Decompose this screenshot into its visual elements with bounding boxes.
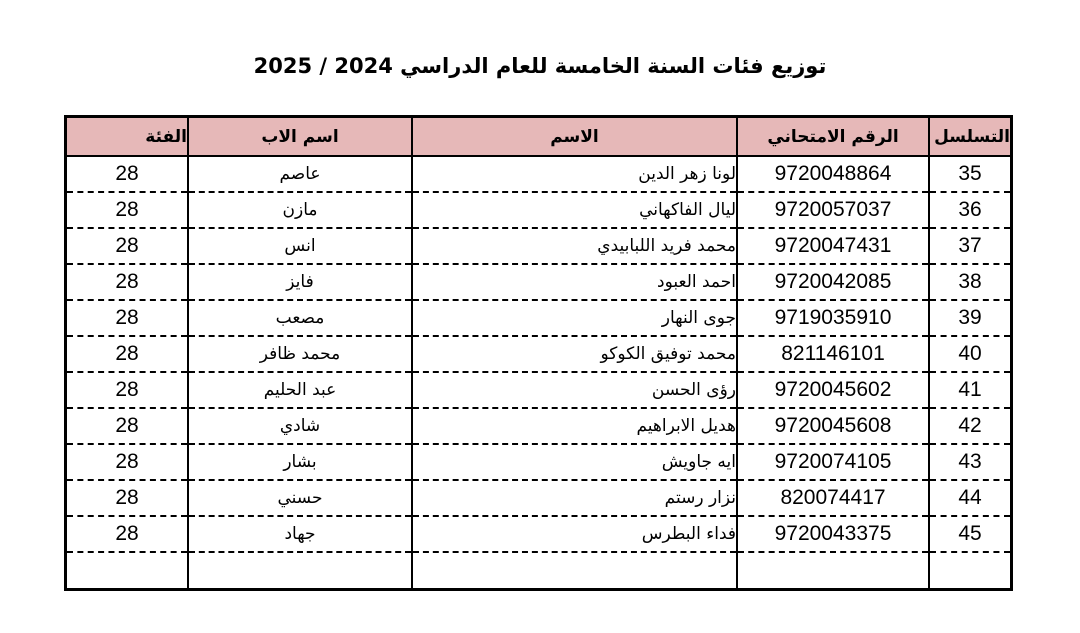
table-row-empty: [66, 552, 1012, 590]
cell-seq: 42: [929, 408, 1012, 444]
cell-seq: 43: [929, 444, 1012, 480]
cell-exam-number: 9720074105: [737, 444, 929, 480]
cell-exam-number: 9719035910: [737, 300, 929, 336]
cell-father-name: مصعب: [188, 300, 412, 336]
cell-class: 28: [66, 192, 189, 228]
cell-seq: 45: [929, 516, 1012, 552]
table-row: [66, 444, 1012, 480]
cell-class: 28: [66, 372, 189, 408]
table-row: [66, 408, 1012, 444]
cell-seq: 41: [929, 372, 1012, 408]
header-exam-number: الرقم الامتحاني: [737, 117, 929, 157]
cell-seq: 40: [929, 336, 1012, 372]
cell-class: 28: [66, 516, 189, 552]
cell-seq: 35: [929, 156, 1012, 192]
cell-father-name: عبد الحليم: [188, 372, 412, 408]
cell-father-name: مازن: [188, 192, 412, 228]
cell-class: 28: [66, 156, 189, 192]
cell-name: لونا زهر الدين: [412, 156, 737, 192]
cell-father-name: فايز: [188, 264, 412, 300]
cell-name: نزار رستم: [412, 480, 737, 516]
cell-name: ليال الفاكهاني: [412, 192, 737, 228]
cell-name: محمد فريد اللبابيدي: [412, 228, 737, 264]
table-row: [66, 228, 1012, 264]
cell-class: 28: [66, 300, 189, 336]
cell-class: 28: [66, 480, 189, 516]
class-distribution-table: [64, 115, 1013, 591]
empty-cell: [737, 552, 929, 590]
empty-cell: [188, 552, 412, 590]
table-row: [66, 516, 1012, 552]
cell-seq: 44: [929, 480, 1012, 516]
cell-father-name: حسني: [188, 480, 412, 516]
table-row: [66, 156, 1012, 192]
cell-name: ايه جاويش: [412, 444, 737, 480]
table-row: [66, 372, 1012, 408]
cell-exam-number: 9720042085: [737, 264, 929, 300]
cell-exam-number: 9720048864: [737, 156, 929, 192]
cell-father-name: بشار: [188, 444, 412, 480]
cell-father-name: محمد ظافر: [188, 336, 412, 372]
header-seq: التسلسل: [929, 117, 1012, 157]
cell-class: 28: [66, 336, 189, 372]
empty-cell: [929, 552, 1012, 590]
table-row: [66, 264, 1012, 300]
empty-cell: [412, 552, 737, 590]
table-row: [66, 336, 1012, 372]
cell-seq: 37: [929, 228, 1012, 264]
cell-name: محمد توفيق الكوكو: [412, 336, 737, 372]
cell-class: 28: [66, 408, 189, 444]
cell-exam-number: 9720045608: [737, 408, 929, 444]
cell-seq: 36: [929, 192, 1012, 228]
table-row: [66, 480, 1012, 516]
cell-father-name: عاصم: [188, 156, 412, 192]
cell-name: فداء البطرس: [412, 516, 737, 552]
cell-seq: 38: [929, 264, 1012, 300]
empty-cell: [66, 552, 189, 590]
cell-exam-number: 9720045602: [737, 372, 929, 408]
header-name: الاسم: [412, 117, 737, 157]
table-row: [66, 192, 1012, 228]
cell-exam-number: 9720047431: [737, 228, 929, 264]
table-row: [66, 300, 1012, 336]
cell-exam-number: 821146101: [737, 336, 929, 372]
cell-name: هديل الابراهيم: [412, 408, 737, 444]
cell-exam-number: 9720057037: [737, 192, 929, 228]
cell-father-name: انس: [188, 228, 412, 264]
cell-name: احمد العبود: [412, 264, 737, 300]
cell-exam-number: 820074417: [737, 480, 929, 516]
cell-class: 28: [66, 228, 189, 264]
cell-father-name: جهاد: [188, 516, 412, 552]
page-title: توزيع فئات السنة الخامسة للعام الدراسي 2024 / 2025: [253, 54, 827, 78]
cell-seq: 39: [929, 300, 1012, 336]
cell-class: 28: [66, 264, 189, 300]
cell-name: رؤى الحسن: [412, 372, 737, 408]
cell-exam-number: 9720043375: [737, 516, 929, 552]
table-header-row: [66, 117, 1012, 157]
cell-father-name: شادي: [188, 408, 412, 444]
cell-name: جوى النهار: [412, 300, 737, 336]
header-father-name: اسم الاب: [188, 117, 412, 157]
cell-class: 28: [66, 444, 189, 480]
header-class: الفئة: [66, 117, 189, 157]
